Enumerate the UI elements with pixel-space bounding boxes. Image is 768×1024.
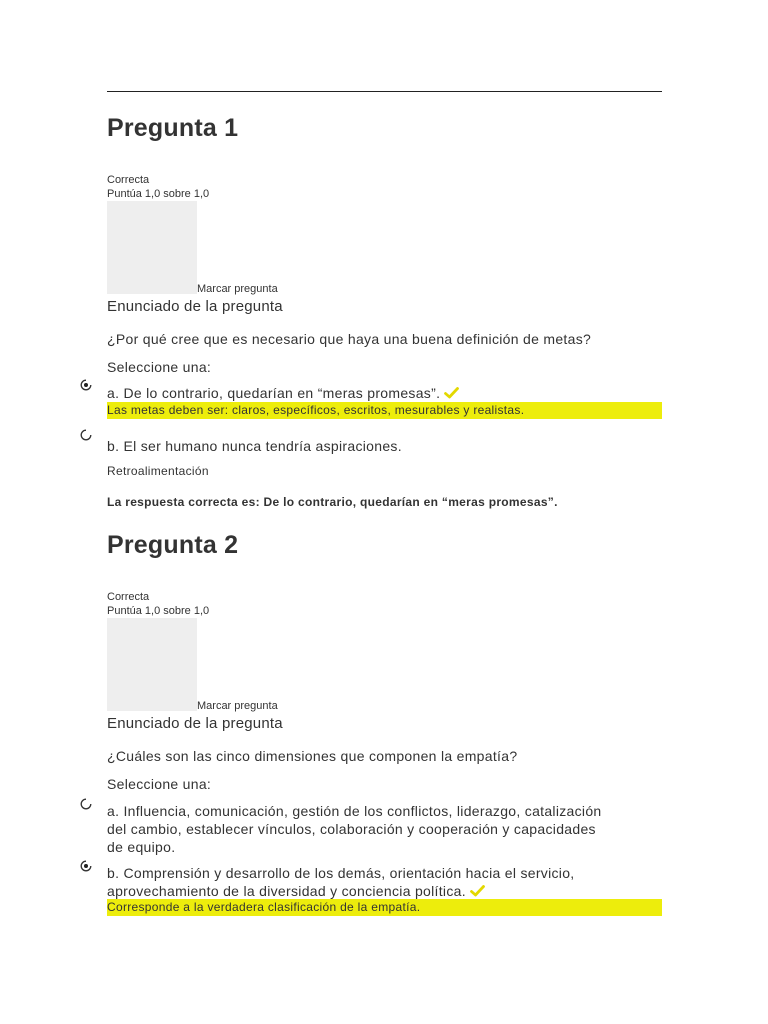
question-state: Correcta [107,174,150,186]
answer-option-a-line-1: a. Influencia, comunicación, gestión de los conflictos, liderazgo, catalización [107,803,602,819]
answer-option-a[interactable] [107,384,662,403]
question-heading: Enunciado de la pregunta [107,298,283,315]
answer-option-b-line-2: aprovechamiento de la diversidad y conciencia política. [107,883,466,899]
question-text: ¿Por qué cree que es necesario que haya una buena definición de metas? [107,331,592,347]
radio-option-a[interactable] [80,798,92,810]
answer-option-a-line-2: del cambio, establecer vínculos, colaboración y cooperación y capacidades [107,821,596,837]
top-divider [107,91,662,92]
flag-question-link[interactable]: Marcar pregunta [197,283,278,295]
check-icon [444,385,459,403]
question-text: ¿Cuáles son las cinco dimensiones que componen la empatía? [107,748,518,764]
answer-option-a-label: a. De lo contrario, quedarían en “meras promesas”. [107,385,441,401]
select-one-prompt: Seleccione una: [107,359,212,375]
option-feedback: Corresponde a la verdadera clasificación de la empatía. [107,899,662,916]
question-grade: Puntúa 1,0 sobre 1,0 [107,188,210,200]
flag-question-link[interactable]: Marcar pregunta [197,700,278,712]
answer-option-b[interactable] [107,864,662,901]
flag-question-image[interactable] [107,201,197,294]
feedback-label: Retroalimentación [107,464,209,478]
option-feedback: Las metas deben ser: claros, específicos, escritos, mesurables y realistas. [107,402,662,419]
question-grade: Puntúa 1,0 sobre 1,0 [107,605,210,617]
radio-option-b[interactable] [80,860,92,872]
answer-option-a[interactable] [107,802,662,856]
flag-question-image[interactable] [107,618,197,711]
right-answer-text: La respuesta correcta es: De lo contrario, quedarían en “meras promesas”. [107,495,558,509]
question-title: Pregunta 2 [107,531,239,559]
radio-option-b[interactable] [80,429,92,441]
question-state: Correcta [107,591,150,603]
answer-option-b-line-1: b. Comprensión y desarrollo de los demás, orientación hacia el servicio, [107,865,575,881]
answer-option-a-line-3: de equipo. [107,839,176,855]
select-one-prompt: Seleccione una: [107,776,212,792]
question-heading: Enunciado de la pregunta [107,715,283,732]
answer-option-b-label: b. El ser humano nunca tendría aspiraciones. [107,438,402,454]
answer-option-b[interactable] [107,437,662,455]
radio-option-a[interactable] [80,379,92,391]
question-title: Pregunta 1 [107,114,239,142]
